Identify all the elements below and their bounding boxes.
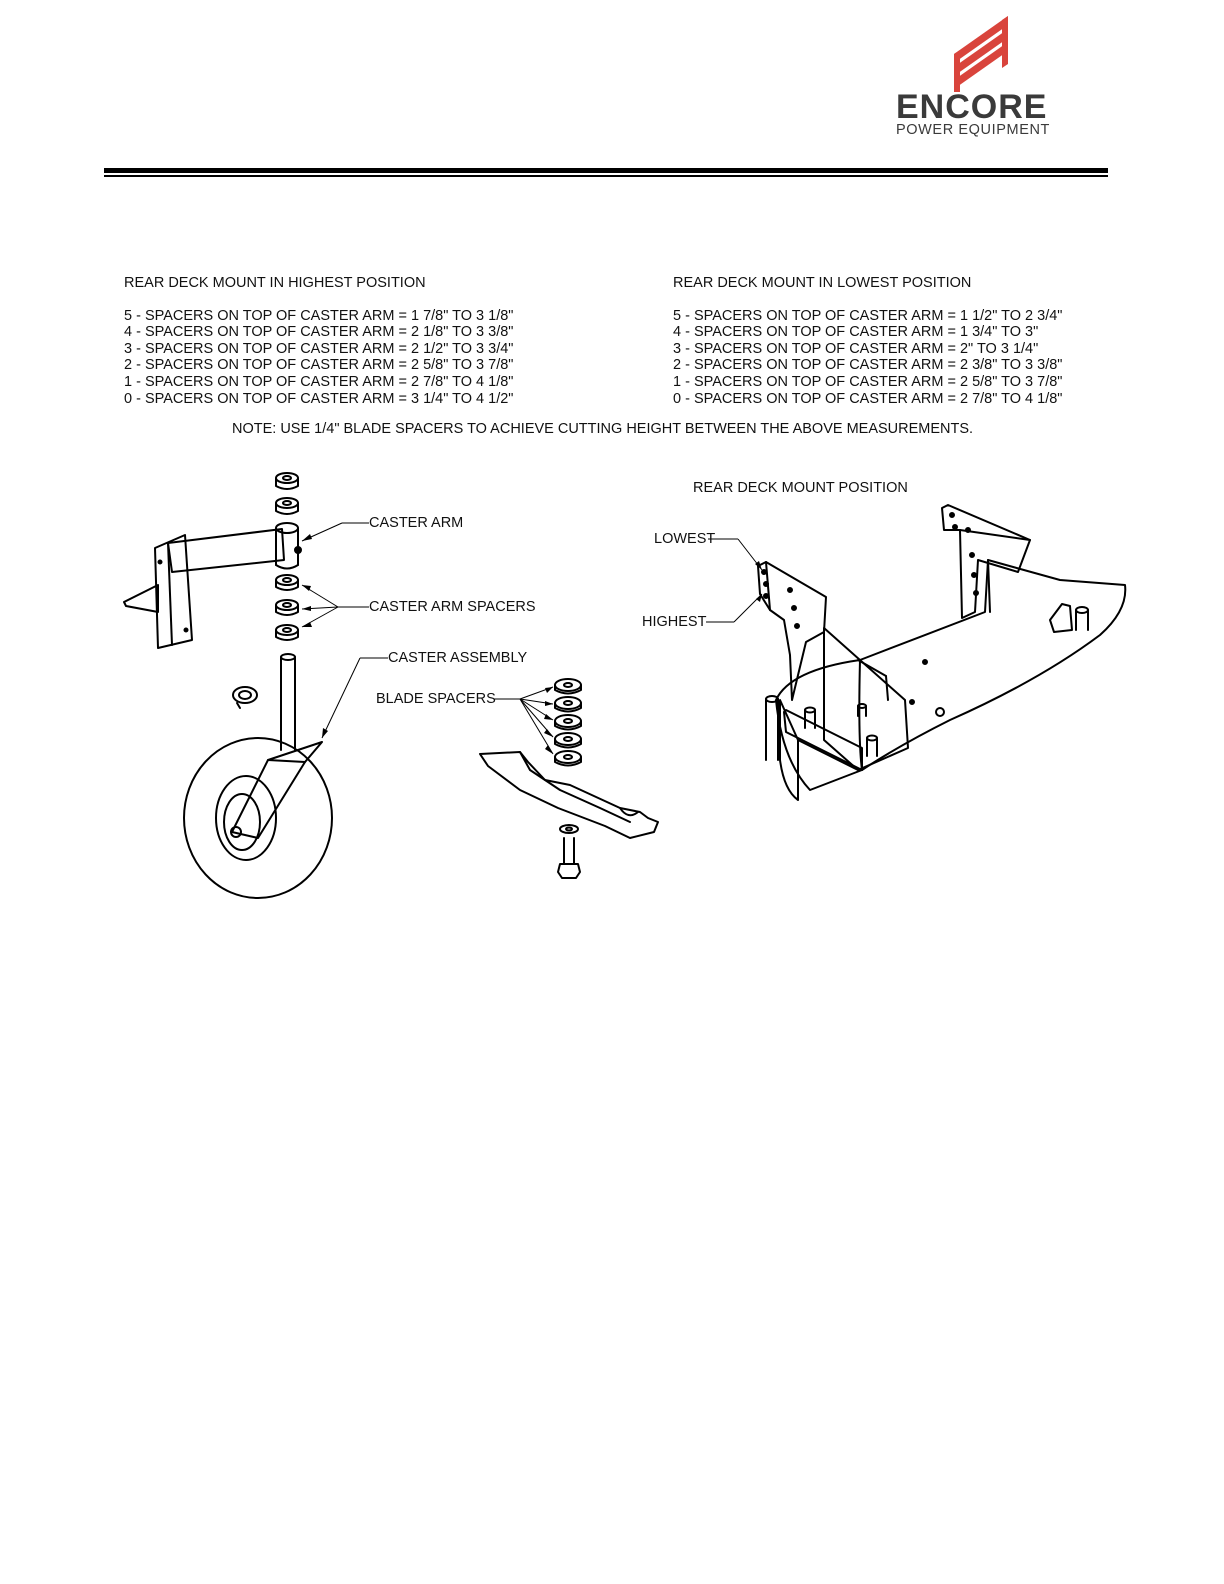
caster-arm-bracket-icon (124, 529, 284, 648)
highest-heading: REAR DECK MOUNT IN HIGHEST POSITION (124, 275, 426, 291)
lowest-label: LOWEST (654, 531, 716, 547)
spec-row: 0 - SPACERS ON TOP OF CASTER ARM = 2 7/8" TO 4 1/8" (673, 390, 1063, 407)
spec-row: 4 - SPACERS ON TOP OF CASTER ARM = 2 1/8" TO 3 3/8" (124, 324, 514, 341)
caster-arm-label: CASTER ARM (369, 515, 464, 531)
spacer-top-2-icon (276, 498, 298, 514)
spec-row: 5 - SPACERS ON TOP OF CASTER ARM = 1 1/2" TO 2 3/4" (673, 307, 1063, 324)
blade-spacer-3-icon (555, 715, 581, 730)
lowest-heading: REAR DECK MOUNT IN LOWEST POSITION (673, 275, 972, 291)
logo-wordmark: ENCORE (896, 88, 1048, 126)
spacer-top-1-icon (276, 473, 298, 489)
blade-spacer-4-icon (555, 733, 581, 748)
spec-row: 1 - SPACERS ON TOP OF CASTER ARM = 2 7/8" TO 4 1/8" (124, 373, 514, 390)
caster-assembly-icon (184, 654, 332, 898)
spec-row: 3 - SPACERS ON TOP OF CASTER ARM = 2 1/2" TO 3 3/4" (124, 340, 514, 357)
rear-deck-mount-position-label: REAR DECK MOUNT POSITION (693, 480, 908, 496)
blade-spacer-5-icon (555, 751, 581, 766)
blade-spacers-label: BLADE SPACERS (376, 691, 496, 707)
blade-spacer-note: NOTE: USE 1/4" BLADE SPACERS TO ACHIEVE CUTTING HEIGHT BETWEEN THE ABOVE MEASUREMENTS. (232, 421, 974, 437)
blade-bolt-icon (558, 825, 580, 878)
blade-spacer-2-icon (555, 697, 581, 712)
leader-lines (302, 523, 762, 754)
spec-row: 1 - SPACERS ON TOP OF CASTER ARM = 2 5/8" TO 3 7/8" (673, 373, 1063, 390)
spec-row: 3 - SPACERS ON TOP OF CASTER ARM = 2" TO 3 1/4" (673, 340, 1039, 357)
rear-deck-mount-icon (758, 505, 1125, 800)
spec-row: 5 - SPACERS ON TOP OF CASTER ARM = 1 7/8" TO 3 1/8" (124, 307, 514, 324)
klik-pin-icon (233, 687, 257, 708)
caster-assembly-label: CASTER ASSEMBLY (388, 650, 528, 666)
highest-label: HIGHEST (642, 614, 707, 630)
spec-row: 2 - SPACERS ON TOP OF CASTER ARM = 2 3/8" TO 3 3/8" (673, 357, 1063, 374)
spec-row: 0 - SPACERS ON TOP OF CASTER ARM = 3 1/4" TO 4 1/2" (124, 390, 514, 407)
blade-spacer-1-icon (555, 679, 581, 694)
caster-arm-spacers-label: CASTER ARM SPACERS (369, 599, 536, 615)
leader-arrowheads (302, 531, 762, 754)
caster-arm-spacer-3-icon (276, 625, 298, 640)
caster-arm-spacer-1-icon (276, 575, 298, 590)
caster-arm-spacer-2-icon (276, 600, 298, 615)
spec-row: 4 - SPACERS ON TOP OF CASTER ARM = 1 3/4" TO 3" (673, 324, 1039, 341)
spec-row: 2 - SPACERS ON TOP OF CASTER ARM = 2 5/8" TO 3 7/8" (124, 357, 514, 374)
logo-tagline: POWER EQUIPMENT (896, 122, 1051, 138)
